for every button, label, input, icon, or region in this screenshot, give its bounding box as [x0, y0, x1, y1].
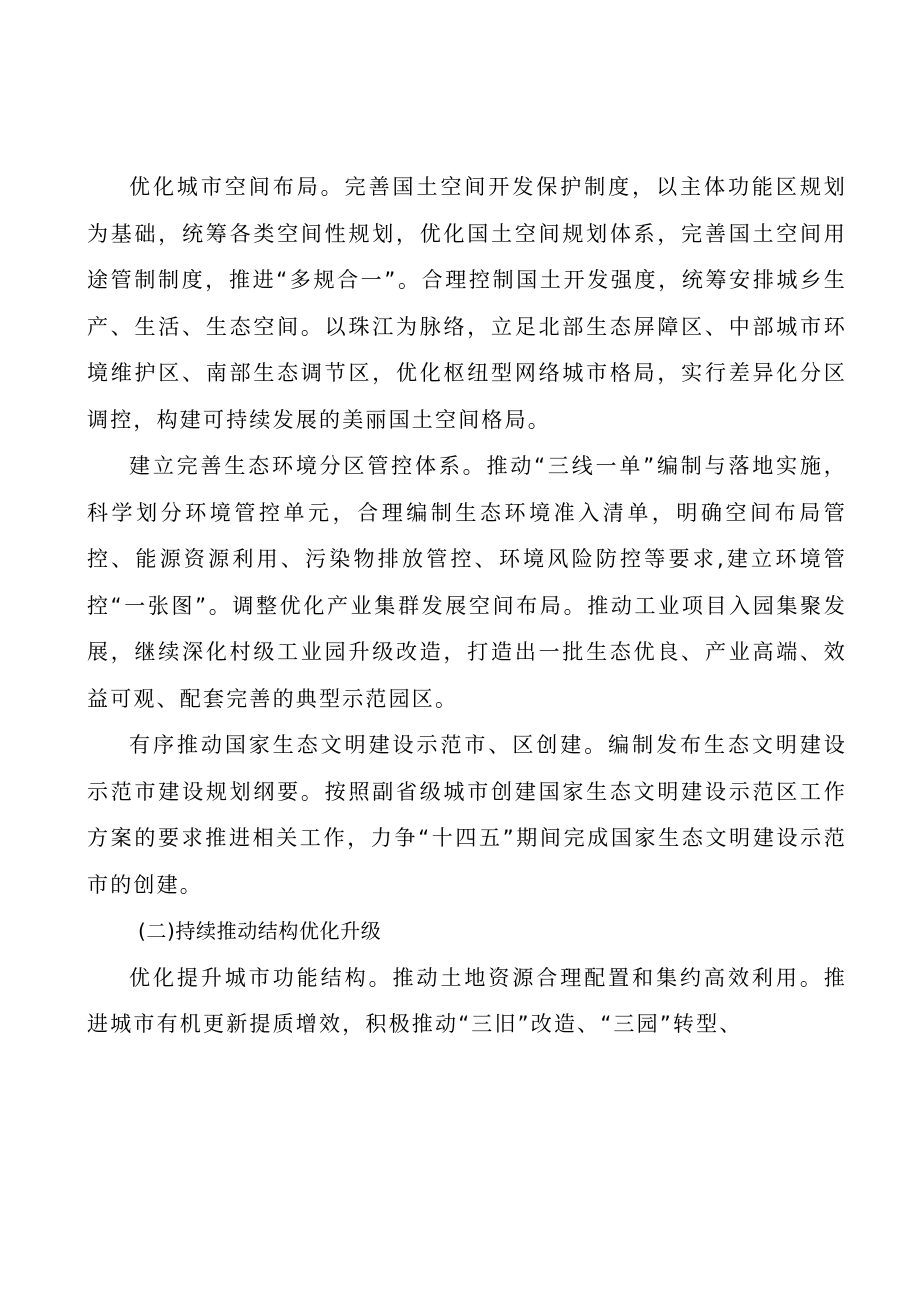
document-body [87, 164, 847, 1048]
section-heading: (二)持续推动结构优化升级 [138, 919, 382, 943]
paragraph-city-function: 优化提升城市功能结构。推动土地资源合理配置和集约高效利用。推进城市有机更新提质增效，积极推动“三旧”改造、“三园”转型、 [87, 965, 847, 1036]
paragraph-eco-demonstration: 有序推动国家生态文明建设示范市、区创建。编制发布生态文明建设示范市建设规划纲要。按照副省级城市创建国家生态文明建设示范区工作方案的要求推进相关工作，力争“十四五”期间完成国家生态文明建设示范市的创建。 [87, 733, 847, 897]
paragraph-eco-zoning: 建立完善生态环境分区管控体系。推动“三线一单”编制与落地实施，科学划分环境管控单元，合理编制生态环境准入清单，明确空间布局管控、能源资源利用、污染物排放管控、环境风险防控等要求,建立环境管控“一张图”。调整优化产业集群发展空间布局。推动工业项目入园集聚发展，继续深化村级工业园升级改造，打造出一批生态优良、产业高端、效益可观、配套完善的典型示范园区。 [87, 454, 847, 711]
paragraph-spatial-layout: 优化城市空间布局。完善国土空间开发保护制度，以主体功能区规划为基础，统筹各类空间性规划，优化国土空间规划体系，完善国土空间用途管制制度，推进“多规合一”。合理控制国土开发强度，统筹安排城乡生产、生活、生态空间。以珠江为脉络，立足北部生态屏障区、中部城市环境维护区、南部生态调节区，优化枢纽型网络城市格局，实行差异化分区调控，构建可持续发展的美丽国土空间格局。 [87, 175, 847, 432]
